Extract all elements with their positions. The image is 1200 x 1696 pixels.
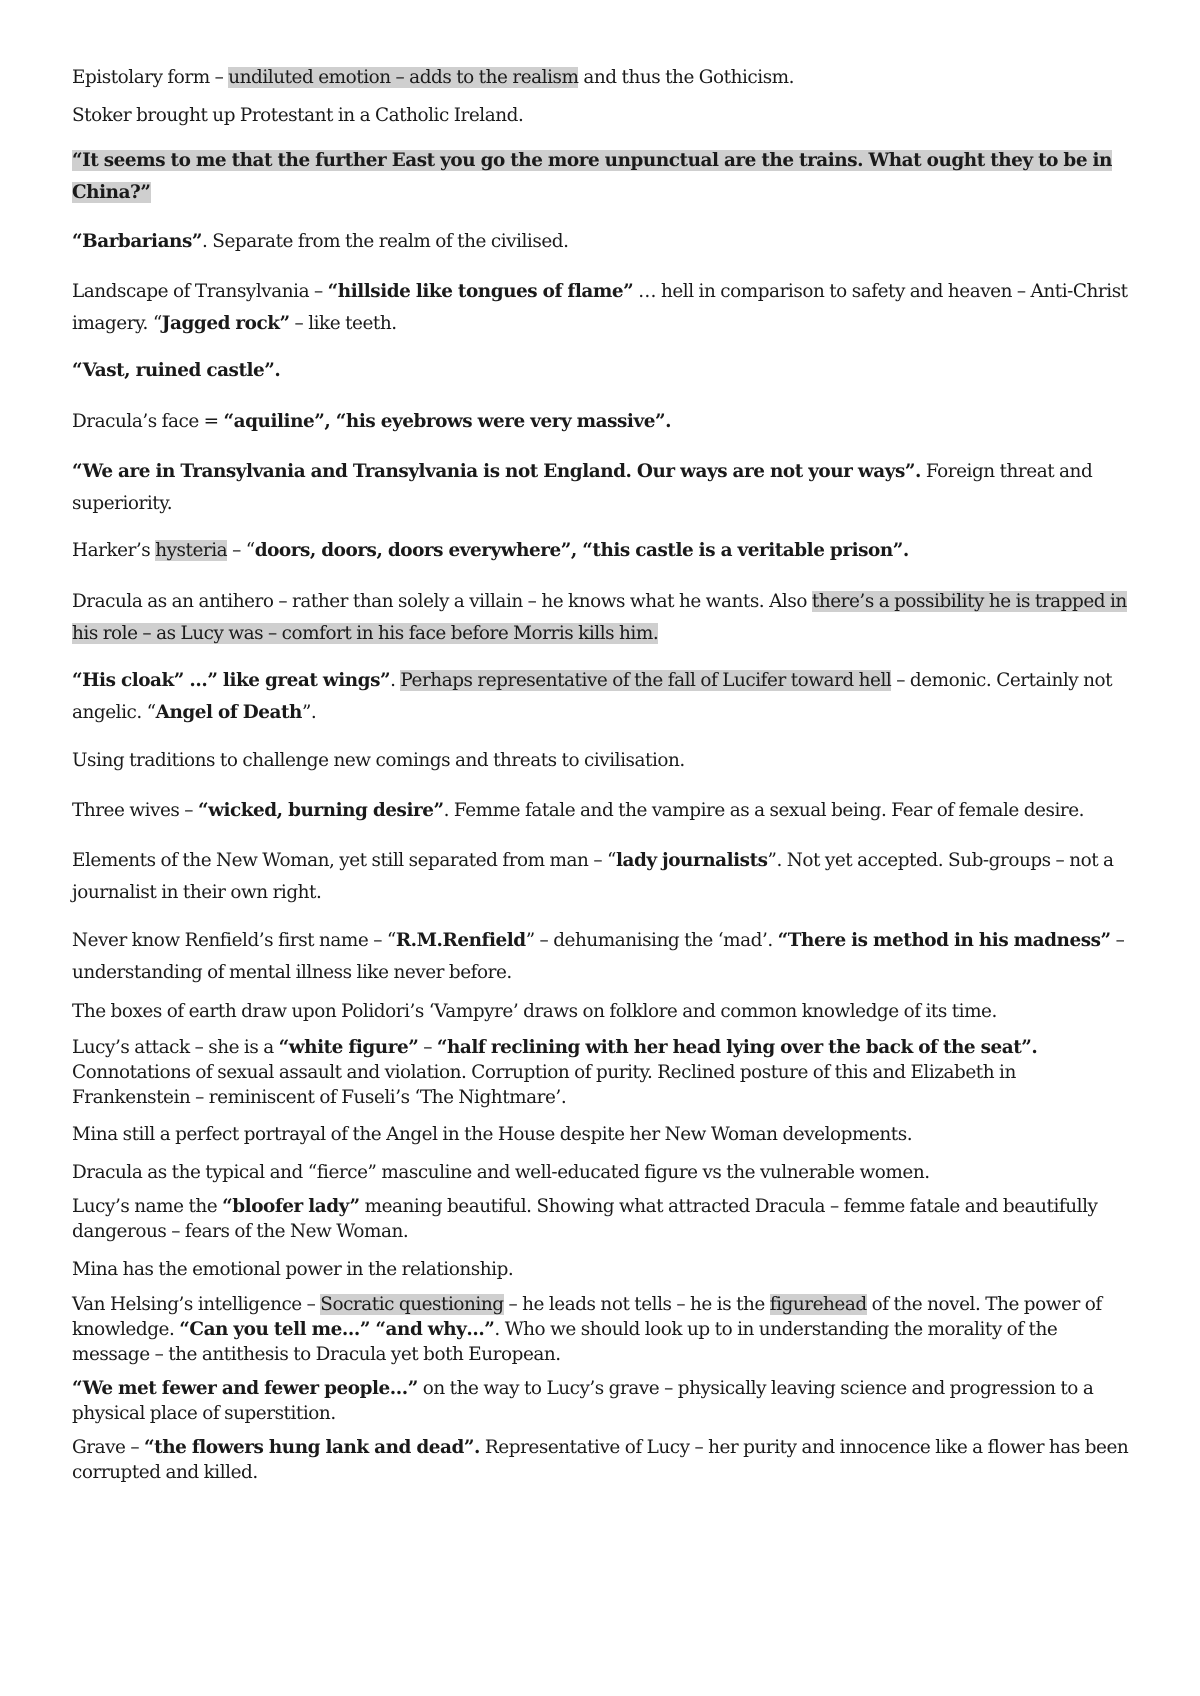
quote-text: “Barbarians”	[72, 231, 202, 252]
note-text: Foreign threat and superiority.	[72, 461, 1093, 514]
paragraph	[72, 665, 1130, 729]
paragraph	[72, 226, 1130, 258]
quote-text: “wicked, burning desire”	[197, 800, 444, 821]
note-text: Mina still a perfect portrayal of the Angel in the House despite her New Woman developments.	[72, 1124, 913, 1145]
paragraph	[72, 62, 1130, 94]
note-text: – he leads not tells – he is the	[503, 1294, 770, 1315]
highlighted-text: “It seems to me that the further East you go the more unpunctual are the trains. What ought they to be in China?”	[72, 150, 1112, 203]
note-text: Mina has the emotional power in the relationship.	[72, 1259, 514, 1280]
paragraph	[72, 1435, 1130, 1485]
paragraph	[72, 1194, 1130, 1244]
highlighted-text: Perhaps representative of the fall of Lucifer toward hell	[400, 670, 892, 691]
quote-text: Angel of Death	[155, 702, 302, 723]
note-text: . Who we should look up to in understanding the morality of the message – the antithesis to Dracula yet both European.	[72, 1319, 1058, 1365]
note-text: of the novel. The power of knowledge.	[72, 1294, 1102, 1340]
note-text: . Separate from the realm of the civilised.	[202, 231, 569, 252]
note-text: . Femme fatale and the vampire as a sexual being. Fear of female desire.	[443, 800, 1085, 821]
paragraph	[72, 1157, 1130, 1189]
quote-text: “We met fewer and fewer people…”	[72, 1378, 418, 1399]
note-text: Representative of Lucy – her purity and innocence like a flower has been corrupted and killed.	[72, 1437, 1129, 1483]
note-text: … hell in comparison to safety and heaven – Anti-Christ imagery. “	[72, 281, 1128, 334]
quote-text: “half reclining with her head lying over the back of the seat”.	[436, 1037, 1038, 1058]
quote-text: lady journalists	[615, 850, 768, 871]
paragraph	[72, 1254, 1130, 1286]
paragraph	[72, 535, 1130, 567]
note-text: Connotations of sexual assault and violation. Corruption of purity. Reclined posture of this and Elizabeth in Frankenstein – reminiscent of Fuseli’s ‘The Nightmare’.	[72, 1062, 1016, 1108]
note-text: Lucy’s name the	[72, 1196, 223, 1217]
note-text: meaning beautiful. Showing what attracted Dracula – femme fatale and beautifully dangerous – fears of the New Woman.	[72, 1196, 1098, 1242]
highlighted-text: figurehead	[769, 1294, 867, 1315]
note-text: – like teeth.	[289, 313, 397, 334]
paragraph	[72, 586, 1130, 650]
note-text: Landscape of Transylvania –	[72, 281, 328, 302]
paragraph	[72, 456, 1130, 520]
paragraph	[72, 355, 1130, 387]
note-text: Using traditions to challenge new comings and threats to civilisation.	[72, 750, 685, 771]
note-text: – understanding of mental illness like never before.	[72, 930, 1125, 983]
paragraph	[72, 1119, 1130, 1151]
note-text: Stoker brought up Protestant in a Catholic Ireland.	[72, 105, 524, 126]
quote-text: “There is method in his madness”	[777, 930, 1111, 951]
quote-text: “His cloak” …” like great wings”	[72, 670, 391, 691]
paragraph	[72, 996, 1130, 1028]
note-text: ”. Not yet accepted. Sub-groups – not a journalist in their own right.	[72, 850, 1114, 903]
paragraph	[72, 1292, 1130, 1367]
quote-text: “hillside like tongues of flame”	[327, 281, 634, 302]
paragraph	[72, 276, 1130, 340]
quote-text: “Can you tell me…” “and why…”	[179, 1319, 495, 1340]
quote-text: doors, doors, doors everywhere”, “this castle is a veritable prison”.	[254, 540, 909, 561]
highlighted-text: hysteria	[155, 540, 228, 561]
paragraph	[72, 100, 1130, 132]
note-text: Three wives –	[72, 800, 198, 821]
quote-text: “the flowers hung lank and dead”.	[144, 1437, 481, 1458]
paragraph	[72, 795, 1130, 827]
paragraph	[72, 1376, 1130, 1426]
quote-text: Jagged rock”	[161, 313, 290, 334]
quote-text: “Vast, ruined castle”.	[72, 360, 281, 381]
note-text: Never know Renfield’s first name – “	[72, 930, 396, 951]
highlighted-text: undiluted emotion – adds to the realism	[228, 67, 579, 88]
paragraph	[72, 1035, 1130, 1110]
note-text: Dracula as the typical and “fierce” masculine and well-educated figure vs the vulnerable women.	[72, 1162, 930, 1183]
note-text: – demonic. Certainly not angelic. “	[72, 670, 1113, 723]
note-text: .	[390, 670, 401, 691]
note-text: –	[418, 1037, 437, 1058]
paragraph	[72, 845, 1130, 909]
quote-text: R.M.Renfield	[395, 930, 526, 951]
note-text: on the way to Lucy’s grave – physically leaving science and progression to a physical place of superstition.	[72, 1378, 1094, 1424]
quote-text: “bloofer lady”	[222, 1196, 360, 1217]
note-text: – “	[227, 540, 255, 561]
paragraph	[72, 145, 1130, 209]
note-text: Epistolary form –	[72, 67, 229, 88]
note-text: ”.	[301, 702, 317, 723]
quote-text: “white figure”	[278, 1037, 419, 1058]
note-text: Harker’s	[72, 540, 156, 561]
note-text: Elements of the New Woman, yet still separated from man – “	[72, 850, 616, 871]
note-text: Lucy’s attack – she is a	[72, 1037, 279, 1058]
note-text: ” – dehumanising the ‘mad’.	[525, 930, 778, 951]
quote-text: “We are in Transylvania and Transylvania is not England. Our ways are not your ways”.	[72, 461, 921, 482]
highlighted-text: there’s a possibility he is trapped in his role – as Lucy was – comfort in his face before Morris kills him.	[72, 591, 1127, 644]
note-text: Grave –	[72, 1437, 145, 1458]
highlighted-text: Socratic questioning	[320, 1294, 504, 1315]
paragraph	[72, 745, 1130, 777]
note-text: Dracula as an antihero – rather than solely a villain – he knows what he wants. Also	[72, 591, 812, 612]
quote-text: “aquiline”, “his eyebrows were very massive”.	[223, 411, 672, 432]
note-text: Dracula’s face =	[72, 411, 224, 432]
note-text: and thus the Gothicism.	[578, 67, 795, 88]
paragraph	[72, 925, 1130, 989]
note-text: The boxes of earth draw upon Polidori’s ‘Vampyre’ draws on folklore and common knowledge of its time.	[72, 1001, 997, 1022]
note-text: Van Helsing’s intelligence –	[72, 1294, 321, 1315]
paragraph	[72, 406, 1130, 438]
